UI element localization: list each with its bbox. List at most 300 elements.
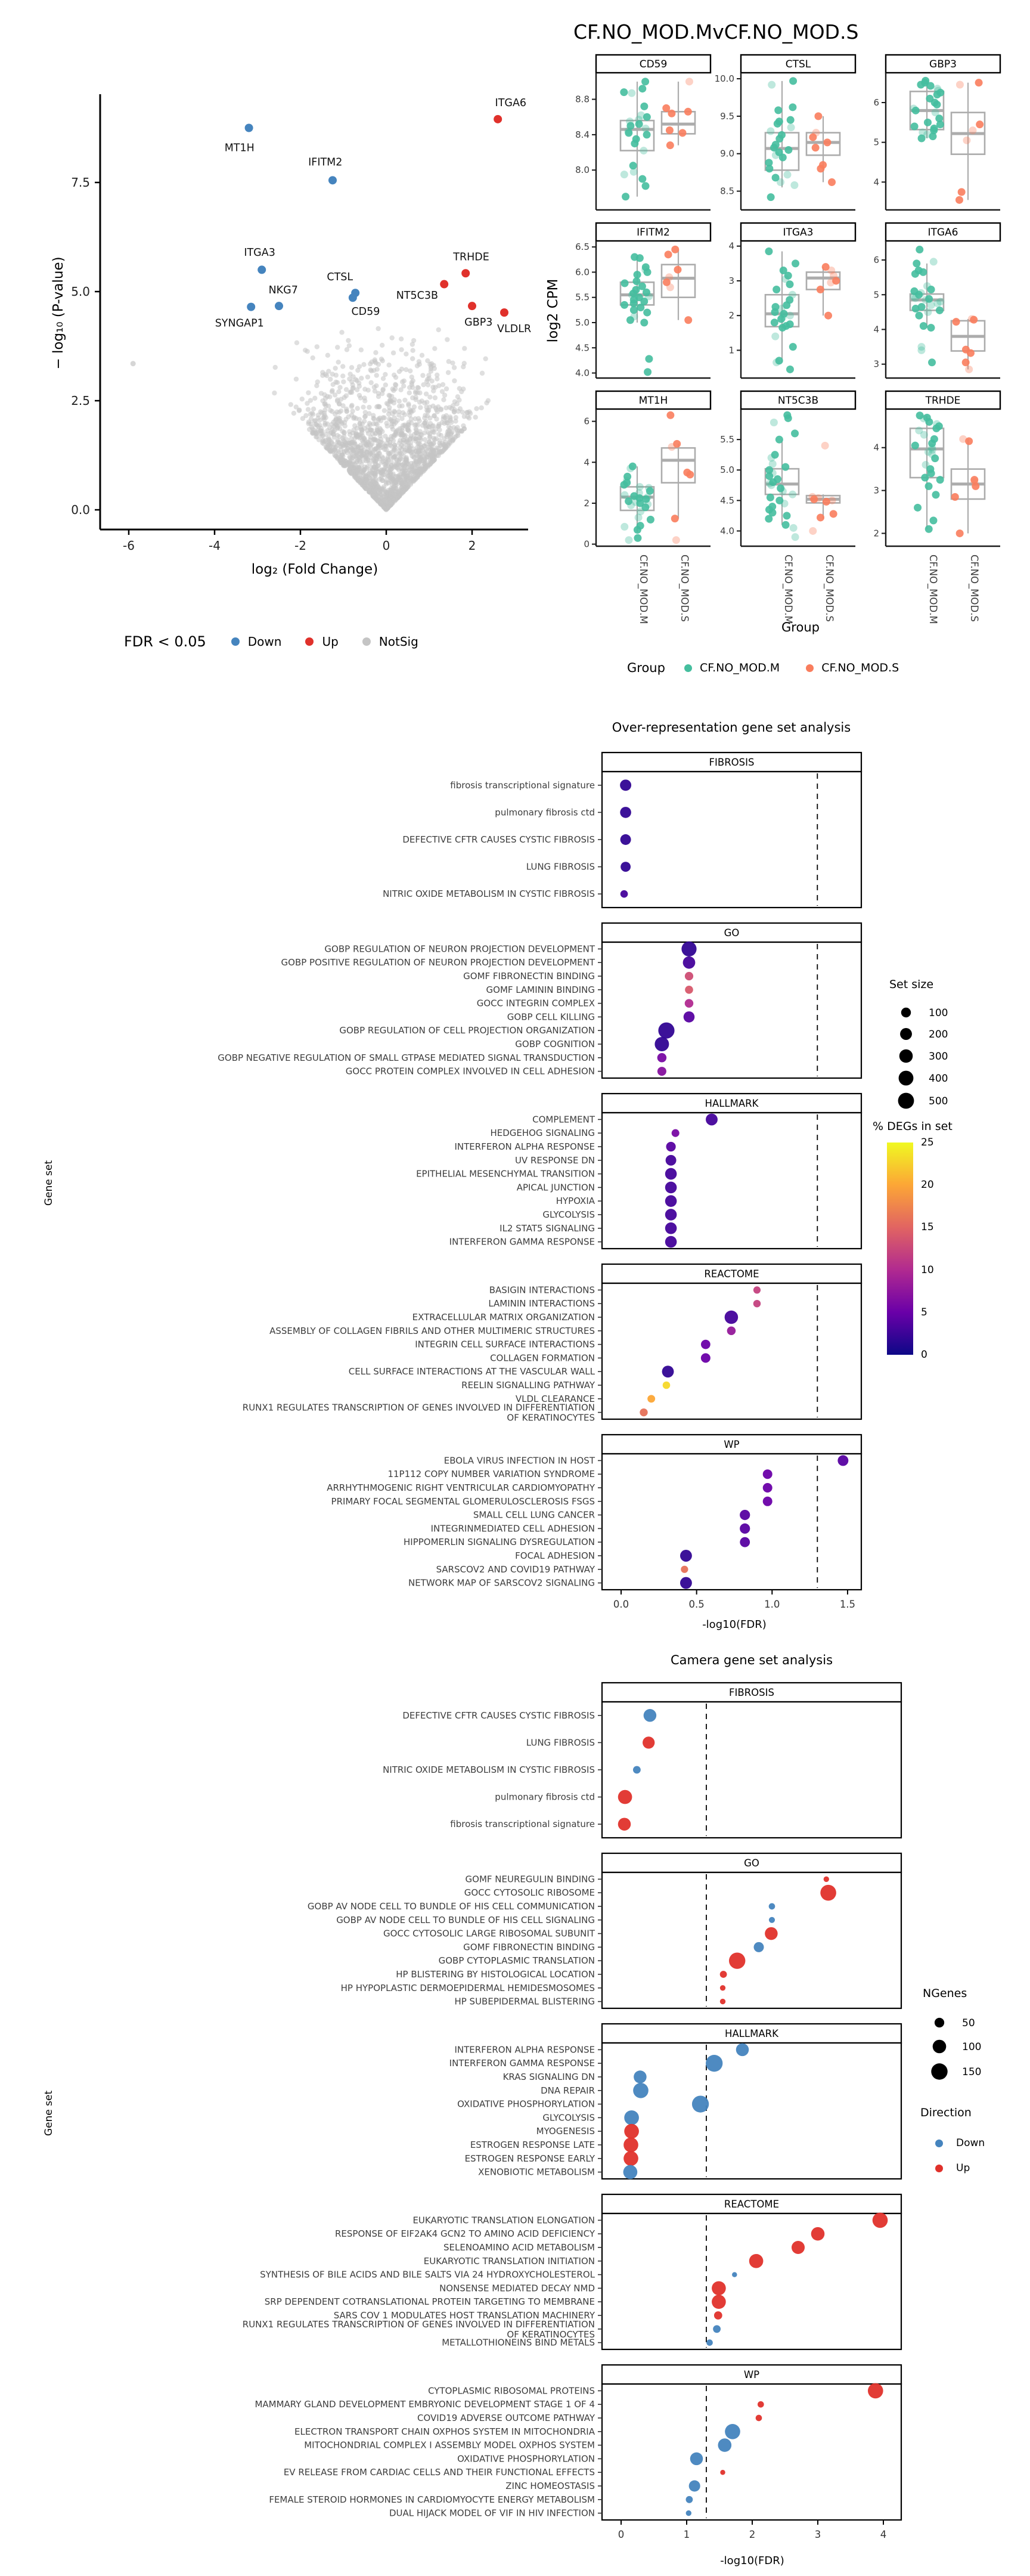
ora-x-axis-label: -log10(FDR): [702, 1618, 767, 1631]
ora-panel-body-GO: [602, 942, 861, 1078]
ora-row-label: CELL SURFACE INTERACTIONS AT THE VASCULAR WALL: [348, 1366, 595, 1377]
facet-y-tick-label: 0: [584, 538, 590, 550]
camera-row-label: fibrosis transcriptional signature: [450, 1819, 595, 1830]
ora-row-label: LAMININ INTERACTIONS: [488, 1298, 595, 1309]
facet-y-tick-label: 5: [873, 289, 879, 301]
camera-dot: [644, 1709, 656, 1722]
ora-row-label: GOBP POSITIVE REGULATION OF NEURON PROJECTION DEVELOPMENT: [281, 957, 595, 968]
camera-dot: [633, 1766, 641, 1774]
volcano-outlier-point: [131, 361, 136, 366]
volcano-gene-label-NT5C3B: NT5C3B: [396, 289, 438, 302]
up-legend-label: Up: [322, 634, 339, 649]
set-size-legend-title: Set size: [889, 978, 934, 991]
facet-y-tick-label: 2: [584, 497, 590, 509]
camera-row-label: DEFECTIVE CFTR CAUSES CYSTIC FIBROSIS: [402, 1710, 595, 1721]
facet-y-tick-label: 5.5: [575, 292, 590, 303]
volcano-gene-label-MT1H: MT1H: [224, 142, 255, 154]
camera-row-label: ZINC HOMEOSTASIS: [505, 2481, 595, 2491]
ora-dot: [763, 1469, 772, 1479]
camera-row-label: GOCC CYTOSOLIC LARGE RIBOSOMAL SUBUNIT: [383, 1928, 595, 1939]
camera-x-tick-label: 3: [814, 2529, 821, 2540]
camera-dot: [706, 2055, 722, 2072]
camera-title: Camera gene set analysis: [670, 1653, 833, 1667]
camera-row-label: GOBP AV NODE CELL TO BUNDLE OF HIS CELL COMMUNICATION: [307, 1901, 595, 1912]
camera-dot: [633, 2083, 649, 2098]
camera-row-label: DUAL HIJACK MODEL OF VIF IN HIV INFECTION: [389, 2507, 595, 2519]
set-size-legend-label-200: 200: [929, 1029, 948, 1041]
camera-row-label: SELENOAMINO ACID METABOLISM: [443, 2242, 595, 2253]
ora-dot: [685, 999, 694, 1008]
ora-dot: [727, 1327, 736, 1336]
ora-dot: [701, 1340, 711, 1349]
volcano-gene-point-CD59: [349, 293, 357, 302]
set-size-legend-label-100: 100: [929, 1007, 948, 1019]
camera-row-label: HP BLISTERING BY HISTOLOGICAL LOCATION: [396, 1969, 595, 1980]
points-GBP3-S: [955, 79, 984, 204]
down-legend-label: Down: [247, 634, 282, 649]
set-size-legend-dot-300: [899, 1049, 913, 1063]
ngenes-legend-label-100: 100: [962, 2041, 982, 2053]
ora-panel-body-WP: [602, 1454, 861, 1590]
camera-row-label: ESTROGEN RESPONSE EARLY: [464, 2153, 595, 2164]
camera-row-label: MITOCHONDRIAL COMPLEX I ASSEMBLY MODEL OXPHOS SYSTEM: [304, 2439, 595, 2451]
ora-row-label: UV RESPONSE DN: [514, 1154, 595, 1166]
group-x-tick-label: CF.NO_MOD.M: [783, 555, 794, 624]
ora-row-label: 11P112 COPY NUMBER VARIATION SYNDROME: [387, 1469, 595, 1480]
camera-dot: [758, 2401, 764, 2408]
volcano-gene-label-CTSL: CTSL: [327, 271, 353, 284]
ora-x-tick-label: 0.5: [688, 1599, 705, 1610]
facet-header-label-CD59: CD59: [639, 58, 668, 70]
camera-panel-header-label-WP: WP: [743, 2369, 760, 2380]
ora-dot: [680, 1550, 692, 1562]
ora-row-label: HYPOXIA: [556, 1196, 595, 1207]
camera-dot: [873, 2213, 888, 2228]
camera-dot: [643, 1736, 654, 1748]
ora-dot: [640, 1408, 647, 1416]
volcano-y-tick-label: 7.5: [71, 175, 90, 190]
camera-row-label: GOMF NEUREGULIN BINDING: [465, 1874, 595, 1885]
ora-row-label: INTEGRIN CELL SURFACE INTERACTIONS: [415, 1339, 595, 1350]
camera-dot: [753, 1942, 764, 1952]
ora-dot: [753, 1286, 761, 1293]
ora-dot: [621, 834, 631, 845]
ora-dot: [763, 1483, 772, 1493]
ora-row-label: ARRHYTHMOGENIC RIGHT VENTRICULAR CARDIOMYOPATHY: [327, 1482, 595, 1493]
group-s-legend-label: CF.NO_MOD.S: [821, 661, 899, 674]
camera-row-label: pulmonary fibrosis ctd: [495, 1791, 595, 1803]
ora-dot: [666, 1155, 677, 1166]
notsig-legend-label: NotSig: [379, 634, 418, 649]
ora-row-label2: OF KERATINOCYTES: [507, 1412, 595, 1423]
ora-row-label: SARSCOV2 AND COVID19 PATHWAY: [436, 1563, 595, 1575]
facet-y-tick-label: 6.5: [575, 242, 590, 253]
ora-dot: [665, 1222, 677, 1234]
ora-row-label: PRIMARY FOCAL SEGMENTAL GLOMERULOSCLEROSIS FSGS: [331, 1496, 595, 1507]
ora-dot: [665, 1168, 677, 1180]
ora-dot: [665, 1195, 677, 1207]
camera-dot: [690, 2453, 703, 2465]
points-NT5C3B-S: [809, 442, 837, 535]
direction-up-label: Up: [956, 2162, 970, 2174]
facet-y-tick-label: 2: [728, 310, 734, 321]
ora-row-label: COMPLEMENT: [532, 1114, 595, 1125]
camera-row-label: DNA REPAIR: [541, 2085, 595, 2096]
ora-row-label: LUNG FIBROSIS: [526, 861, 595, 872]
camera-panel-header-label-GO: GO: [744, 1857, 759, 1869]
volcano-x-tick-label: 2: [468, 538, 476, 553]
camera-dot: [686, 2510, 691, 2516]
ora-panel-header-label-WP: WP: [724, 1439, 740, 1450]
ora-dot: [683, 956, 696, 969]
group-x-tick-label: CF.NO_MOD.M: [638, 555, 649, 624]
ora-dot: [685, 972, 693, 980]
facet-y-tick-label: 8.4: [575, 129, 590, 140]
camera-dot: [718, 2438, 732, 2452]
ngenes-legend-dot-50: [935, 2018, 944, 2027]
volcano-x-axis-label: log₂ (Fold Change): [251, 562, 379, 577]
ora-dot: [663, 1382, 671, 1389]
ora-dot: [657, 1067, 666, 1076]
facet-y-tick-label: 4.5: [720, 495, 734, 506]
ora-dot: [681, 942, 696, 956]
ora-row-label: REELIN SIGNALLING PATHWAY: [461, 1380, 595, 1391]
camera-dot: [820, 1885, 836, 1901]
ora-dot: [837, 1455, 848, 1466]
camera-dot: [624, 2110, 639, 2125]
points-MT1H-S: [666, 411, 694, 544]
camera-dot: [623, 2165, 638, 2179]
camera-row-label: FEMALE STEROID HORMONES IN CARDIOMYOCYTE ENERGY METABOLISM: [269, 2494, 595, 2505]
camera-x-axis-label: -log10(FDR): [720, 2555, 784, 2567]
camera-x-tick-label: 0: [618, 2529, 625, 2540]
ora-dot: [740, 1537, 750, 1547]
ora-row-label: GOCC PROTEIN COMPLEX INVOLVED IN CELL ADHESION: [345, 1066, 595, 1077]
camera-panel-body-FIBROSIS: [602, 1702, 901, 1838]
camera-dot: [712, 2295, 726, 2309]
camera-dot: [811, 2227, 825, 2241]
ora-dot: [662, 1366, 674, 1377]
camera-x-tick-label: 1: [683, 2529, 690, 2540]
camera-row-label: SRP DEPENDENT COTRANSLATIONAL PROTEIN TARGETING TO MEMBRANE: [264, 2296, 595, 2308]
facet-y-tick-label: 8.8: [575, 94, 590, 105]
ora-row-label: NETWORK MAP OF SARSCOV2 SIGNALING: [408, 1577, 595, 1589]
ora-panel-header-label-HALLMARK: HALLMARK: [705, 1098, 759, 1109]
camera-row-label: COVID19 ADVERSE OUTCOME PATHWAY: [417, 2413, 595, 2423]
set-size-legend-label-300: 300: [929, 1051, 948, 1063]
volcano-background-points: [272, 326, 491, 512]
ora-row-label: ASSEMBLY OF COLLAGEN FIBRILS AND OTHER MULTIMERIC STRUCTURES: [269, 1325, 595, 1336]
ora-row-label: NITRIC OXIDE METABOLISM IN CYSTIC FIBROSIS: [383, 888, 595, 900]
points-ITGA6-S: [953, 315, 978, 373]
camera-dot: [624, 2124, 639, 2139]
ora-dot: [701, 1353, 711, 1363]
facet-y-tick-label: 3: [873, 358, 879, 370]
facet-y-tick-label: 6.0: [575, 267, 590, 278]
ora-dot: [684, 1011, 695, 1023]
volcano-gene-point-GBP3: [468, 302, 476, 310]
camera-row-label: RUNX1 REGULATES TRANSCRIPTION OF GENES INVOLVED IN DIFFERENTIATION: [242, 2318, 595, 2330]
camera-row-label2: OF KERATINOCYTES: [507, 2329, 595, 2340]
camera-row-label: ELECTRON TRANSPORT CHAIN OXPHOS SYSTEM IN MITOCHONDRIA: [294, 2426, 595, 2437]
camera-row-label: GOMF FIBRONECTIN BINDING: [463, 1942, 595, 1953]
facet-y-tick-label: 4: [584, 457, 590, 468]
camera-dot: [729, 1952, 745, 1968]
degs-tick-10: 10: [921, 1264, 934, 1276]
ora-row-label: GOBP REGULATION OF NEURON PROJECTION DEVELOPMENT: [324, 943, 595, 955]
camera-dot: [720, 1999, 725, 2004]
camera-row-label: NITRIC OXIDE METABOLISM IN CYSTIC FIBROSIS: [383, 1764, 595, 1775]
camera-row-label: MAMMARY GLAND DEVELOPMENT EMBRYONIC DEVELOPMENT STAGE 1 OF 4: [255, 2399, 595, 2410]
camera-row-label: GOBP CYTOPLASMIC TRANSLATION: [438, 1955, 595, 1967]
camera-row-label: LUNG FIBROSIS: [526, 1737, 595, 1748]
facet-y-tick-label: 3: [728, 275, 734, 286]
ora-x-tick-label: 0.0: [613, 1599, 629, 1610]
ora-row-label: SMALL CELL LUNG CANCER: [473, 1509, 595, 1521]
camera-row-label: HP HYPOPLASTIC DERMOEPIDERMAL HEMIDESMOSOMES: [340, 1982, 595, 1993]
volcano-gene-label-SYNGAP1: SYNGAP1: [215, 317, 264, 330]
camera-x-tick-label: 4: [880, 2529, 887, 2540]
volcano-gene-point-VLDLR: [500, 308, 508, 317]
ora-dot: [658, 1023, 674, 1039]
volcano-gene-label-ITGA3: ITGA3: [244, 247, 275, 259]
camera-dot: [623, 2151, 638, 2166]
camera-row-label: KRAS SIGNALING DN: [502, 2072, 595, 2082]
facet-y-tick-label: 5.0: [720, 465, 734, 476]
facet-y-tick-label: 4: [728, 240, 734, 252]
ora-row-label: GOBP REGULATION OF CELL PROJECTION ORGANIZATION: [339, 1025, 595, 1036]
camera-dot: [706, 2339, 713, 2346]
degs-tick-0: 0: [921, 1349, 927, 1361]
volcano-gene-label-NKG7: NKG7: [268, 284, 298, 297]
set-size-legend-dot-400: [899, 1071, 914, 1086]
volcano-gene-point-ITGA6: [494, 115, 502, 123]
facet-y-tick-label: 4.5: [575, 342, 590, 354]
ora-dot: [620, 807, 631, 818]
group-x-tick-label: CF.NO_MOD.S: [679, 555, 690, 622]
camera-row-label: GOCC CYTOSOLIC RIBOSOME: [464, 1887, 595, 1899]
ora-row-label: HEDGEHOG SIGNALING: [490, 1128, 595, 1139]
camera-dot: [689, 2480, 700, 2491]
ora-panel-header-label-GO: GO: [724, 927, 740, 939]
ora-panel-header-label-FIBROSIS: FIBROSIS: [709, 757, 755, 768]
camera-dot: [714, 2311, 722, 2320]
group-x-tick-label: CF.NO_MOD.S: [824, 555, 835, 622]
facet-y-tick-label: 6: [584, 416, 590, 427]
camera-dot: [769, 1917, 775, 1923]
ora-panel-body-HALLMARK: [602, 1113, 861, 1249]
set-size-legend-label-500: 500: [929, 1095, 948, 1107]
set-size-legend-dot-500: [898, 1093, 914, 1109]
camera-dot: [824, 1877, 829, 1882]
facet-y-tick-label: 4: [873, 442, 879, 453]
camera-dot: [732, 2272, 737, 2277]
ora-dot: [621, 890, 628, 898]
facet-header-label-MT1H: MT1H: [638, 395, 668, 407]
facet-header-label-IFITM2: IFITM2: [637, 227, 670, 239]
camera-panel-body-REACTOME: [602, 2213, 901, 2349]
camera-row-label: ESTROGEN RESPONSE LATE: [470, 2140, 595, 2150]
camera-row-label: CYTOPLASMIC RIBOSOMAL PROTEINS: [428, 2385, 595, 2397]
ora-dot: [680, 1577, 692, 1589]
facet-y-tick-label: 3: [873, 485, 879, 496]
camera-row-label: INTERFERON ALPHA RESPONSE: [454, 2044, 595, 2055]
camera-row-label: XENOBIOTIC METABOLISM: [478, 2166, 595, 2178]
camera-panel-body-WP: [602, 2384, 901, 2520]
facet-y-tick-label: 8.5: [720, 185, 734, 197]
set-size-legend-label-400: 400: [929, 1073, 948, 1085]
ora-row-label: BASIGIN INTERACTIONS: [489, 1284, 595, 1296]
camera-row-label: OXIDATIVE PHOSPHORYLATION: [457, 2098, 595, 2110]
facet-header-label-ITGA6: ITGA6: [927, 227, 958, 239]
ora-row-label: INTERFERON GAMMA RESPONSE: [449, 1236, 595, 1247]
ora-row-label: FOCAL ADHESION: [515, 1550, 595, 1561]
camera-dot: [634, 2070, 646, 2083]
ora-row-label: GLYCOLYSIS: [542, 1209, 595, 1220]
ora-dot: [740, 1510, 750, 1520]
camera-dot: [692, 2095, 709, 2112]
ora-row-label: GOMF LAMININ BINDING: [486, 984, 595, 995]
group-m-legend-label: CF.NO_MOD.M: [699, 661, 780, 674]
ora-row-label: RUNX1 REGULATES TRANSCRIPTION OF GENES INVOLVED IN DIFFERENTIATION: [242, 1402, 595, 1413]
points-CTSL-S: [809, 112, 836, 186]
ngenes-legend-dot-100: [933, 2040, 947, 2054]
ora-row-label: INTERFERON ALPHA RESPONSE: [454, 1141, 595, 1152]
degs-tick-5: 5: [921, 1306, 927, 1318]
volcano-gene-label-ITGA6: ITGA6: [495, 97, 527, 110]
ora-dot: [672, 1129, 680, 1137]
camera-dot: [765, 1927, 777, 1940]
ora-dot: [685, 986, 693, 994]
facet-y-tick-label: 9.5: [720, 110, 734, 122]
camera-row-label: EUKARYOTIC TRANSLATION ELONGATION: [412, 2215, 595, 2226]
camera-row-label: EV RELEASE FROM CARDIAC CELLS AND THEIR FUNCTIONAL EFFECTS: [283, 2467, 595, 2478]
camera-row-label: GLYCOLYSIS: [542, 2112, 595, 2123]
volcano-x-tick-label: -4: [209, 538, 221, 553]
ngenes-legend-title: NGenes: [923, 1987, 967, 2000]
ora-dot: [666, 1142, 675, 1151]
facet-header-label-TRHDE: TRHDE: [925, 395, 961, 407]
points-CD59-M: [620, 78, 651, 200]
ngenes-legend-dot-150: [931, 2063, 947, 2079]
volcano-legend-title: FDR < 0.05: [124, 633, 206, 650]
volcano-gene-point-SYNGAP1: [247, 303, 255, 311]
camera-row-label: RESPONSE OF EIF2AK4 GCN2 TO AMINO ACID DEFICIENCY: [335, 2228, 595, 2240]
volcano-gene-point-IFITM2: [328, 176, 337, 184]
ora-row-label: IL2 STAT5 SIGNALING: [500, 1222, 595, 1234]
ora-y-axis-label: Gene set: [43, 1160, 55, 1206]
volcano-gene-label-TRHDE: TRHDE: [453, 251, 489, 264]
camera-dot: [618, 1818, 631, 1830]
camera-row-label: EUKARYOTIC TRANSLATION INITIATION: [423, 2255, 595, 2267]
camera-dot: [720, 2470, 725, 2475]
ora-row-label: EBOLA VIRUS INFECTION IN HOST: [443, 1455, 595, 1466]
camera-dot: [712, 2281, 726, 2296]
camera-panel-header-label-HALLMARK: HALLMARK: [725, 2028, 778, 2039]
ora-row-label: COLLAGEN FORMATION: [490, 1352, 595, 1364]
volcano-x-tick-label: -2: [294, 538, 306, 553]
ora-row-label: EXTRACELLULAR MATRIX ORGANIZATION: [412, 1312, 595, 1323]
volcano-y-tick-label: 0.0: [71, 503, 90, 517]
camera-dot: [749, 2254, 764, 2268]
ora-dot: [665, 1209, 677, 1221]
group-x-tick-label: CF.NO_MOD.M: [927, 555, 939, 624]
ora-row-label: pulmonary fibrosis ctd: [495, 807, 595, 818]
camera-dot: [618, 1790, 632, 1804]
camera-panel-body-GO: [602, 1872, 901, 2008]
ora-dot: [753, 1300, 761, 1307]
boxplot-x-axis-label: Group: [781, 620, 820, 634]
ora-title: Over-representation gene set analysis: [612, 720, 851, 735]
ora-row-label: DEFECTIVE CFTR CAUSES CYSTIC FIBROSIS: [402, 834, 595, 845]
points-TRHDE-M: [911, 411, 944, 532]
ora-row-label: GOBP COGNITION: [515, 1039, 595, 1049]
ora-dot: [665, 1236, 677, 1248]
degs-tick-15: 15: [921, 1221, 934, 1233]
camera-row-label: OXIDATIVE PHOSPHORYLATION: [457, 2453, 595, 2464]
ora-dot: [665, 1182, 677, 1194]
ora-panel-body-REACTOME: [602, 1283, 861, 1419]
ora-dot: [647, 1395, 655, 1402]
ora-dot: [740, 1524, 750, 1534]
camera-dot: [725, 2424, 740, 2439]
boxplot-title: CF.NO_MOD.MvCF.NO_MOD.S: [573, 20, 859, 44]
ora-dot: [725, 1311, 739, 1324]
ora-row-label: GOCC INTEGRIN COMPLEX: [476, 998, 595, 1009]
facet-header-label-NT5C3B: NT5C3B: [777, 395, 819, 407]
ora-panel-header-label-REACTOME: REACTOME: [704, 1268, 759, 1280]
facet-y-tick-label: 4: [873, 177, 879, 188]
volcano-y-tick-label: 5.0: [71, 284, 90, 299]
camera-dot: [792, 2241, 805, 2254]
volcano-gene-point-TRHDE: [461, 269, 470, 277]
ora-row-label: EPITHELIAL MESENCHYMAL TRANSITION: [416, 1168, 595, 1179]
facet-y-tick-label: 6: [873, 97, 879, 108]
ora-dot: [620, 779, 631, 791]
facet-y-tick-label: 2: [873, 528, 879, 539]
facet-y-tick-label: 1: [728, 345, 734, 356]
dire ction-legend-title: Direction: [920, 2106, 972, 2119]
ngenes-legend-label-150: 150: [962, 2066, 982, 2078]
facet-y-tick-label: 9.0: [720, 148, 734, 159]
camera-dot: [720, 1971, 727, 1978]
volcano-gene-label-IFITM2: IFITM2: [308, 156, 343, 169]
camera-row-label: HP SUBEPIDERMAL BLISTERING: [454, 1996, 595, 2007]
facet-y-tick-label: 4.0: [575, 367, 590, 379]
set-size-legend-dot-200: [900, 1028, 912, 1040]
direction-down-label: Down: [956, 2137, 985, 2149]
volcano-gene-point-ITGA3: [258, 265, 266, 274]
ngenes-legend-label-50: 50: [962, 2017, 975, 2029]
camera-dot: [868, 2383, 883, 2399]
ora-dot: [763, 1497, 772, 1506]
ora-row-label: GOBP CELL KILLING: [507, 1011, 595, 1023]
ora-row-label: VLDL CLEARANCE: [515, 1393, 595, 1404]
points-IFITM2-S: [663, 246, 692, 324]
ora-dot: [657, 1053, 667, 1063]
volcano-x-tick-label: -6: [123, 538, 135, 553]
facet-y-tick-label: 5.0: [575, 317, 590, 328]
camera-dot: [713, 2325, 721, 2333]
facet-header-label-ITGA3: ITGA3: [783, 227, 814, 239]
degs-tick-25: 25: [921, 1137, 934, 1148]
camera-dot: [720, 1985, 725, 1990]
volcano-x-tick-label: 0: [382, 538, 390, 553]
camera-row-label: INTERFERON GAMMA RESPONSE: [449, 2058, 595, 2069]
volcano-gene-point-NKG7: [275, 302, 283, 310]
facet-y-tick-label: 4: [873, 324, 879, 335]
boxplot-y-axis-label: log2 CPM: [545, 278, 561, 343]
